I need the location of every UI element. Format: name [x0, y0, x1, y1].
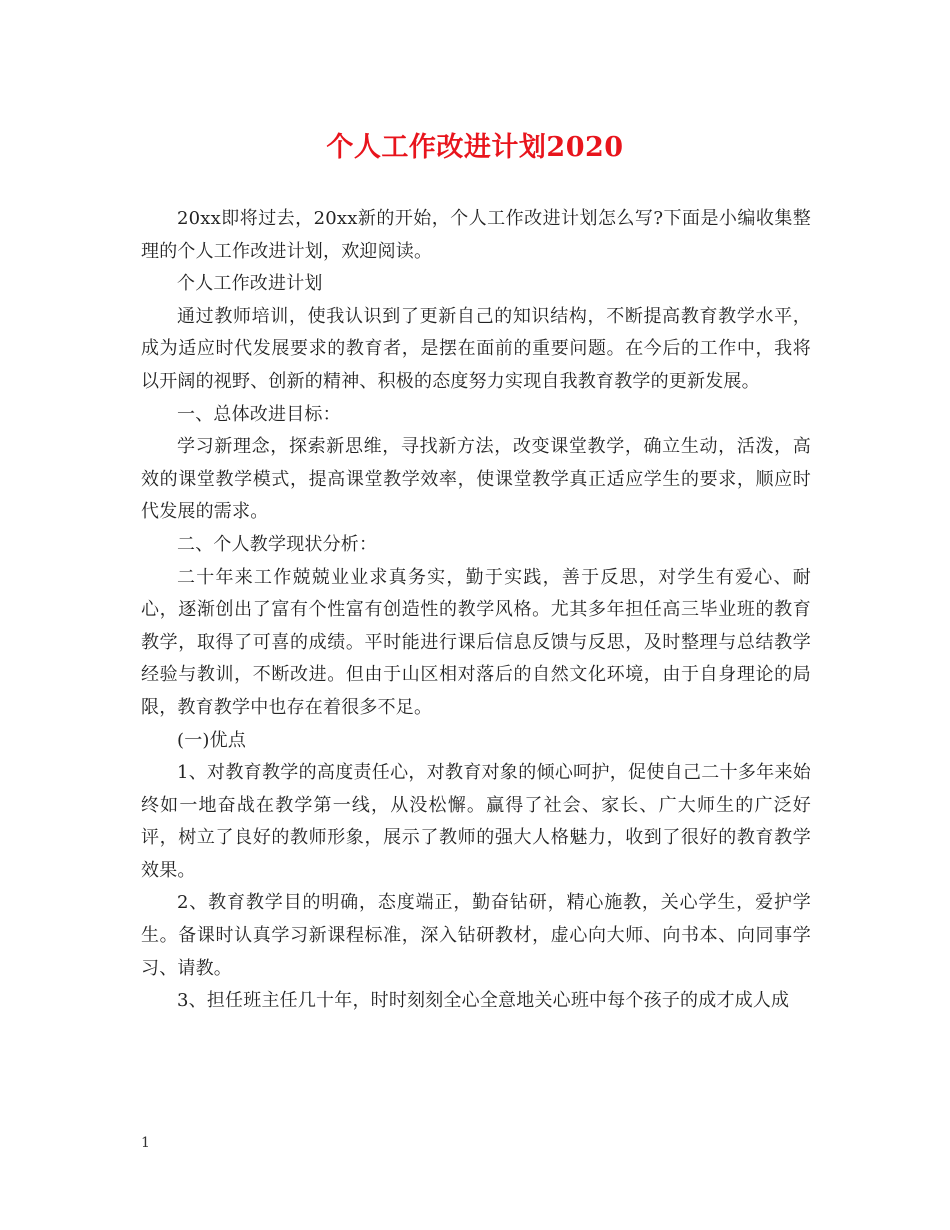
- paragraph-strength-1: 1、对教育教学的高度责任心，对教育对象的倾心呵护，促使自己二十多年来始终如一地奋战在教学第一线，从没松懈。赢得了社会、家长、广大师生的广泛好评，树立了良好的教师形象，展示了教师的强大人格魅力，收到了很好的教育教学效果。: [141, 762, 811, 881]
- paragraph-training: 通过教师培训，使我认识到了更新自己的知识结构，不断提高教育教学水平，成为适应时代发展要求的教育者，是摆在面前的重要问题。在今后的工作中，我将以开阔的视野、创新的精神、积极的态度努力实现自我教育教学的更新发展。: [141, 305, 811, 392]
- document-body: [141, 203, 811, 1018]
- paragraph-analysis: 二十年来工作兢兢业业求真务实，勤于实践，善于反思，对学生有爱心、耐心，逐渐创出了富有个性富有创造性的教学风格。尤其多年担任高三毕业班的教育教学，取得了可喜的成绩。平时能进行课后信息反馈与反思，及时整理与总结教学经验与教训，不断改进。但由于山区相对落后的自然文化环境，由于自身理论的局限，教育教学中也存在着很多不足。: [141, 566, 811, 718]
- document-title: 个人工作改进计划2020: [326, 132, 624, 163]
- paragraph-goals: 学习新理念，探索新思维，寻找新方法，改变课堂教学，确立生动，活泼，高效的课堂教学模式，提高课堂教学效率，使课堂教学真正适应学生的要求，顺应时代发展的需求。: [141, 436, 811, 523]
- section-heading-analysis: 二、个人教学现状分析：: [177, 533, 378, 555]
- page-number: 1: [141, 1135, 150, 1151]
- subsection-heading-strengths: (一)优点: [177, 729, 247, 751]
- paragraph-strength-3: 3、担任班主任几十年，时时刻刻全心全意地关心班中每个孩子的成才成人成: [177, 990, 790, 1012]
- section-heading-goals: 一、总体改进目标：: [177, 403, 341, 425]
- paragraph-intro: 20xx即将过去，20xx新的开始，个人工作改进计划怎么写?下面是小编收集整理的个人工作改进计划，欢迎阅读。: [141, 208, 811, 262]
- paragraph-heading-plan: 个人工作改进计划: [177, 273, 323, 295]
- paragraph-strength-2: 2、教育教学目的明确，态度端正，勤奋钻研，精心施教，关心学生，爱护学生。备课时认真学习新课程标准，深入钻研教材，虚心向大师、向书本、向同事学习、请教。: [141, 892, 811, 979]
